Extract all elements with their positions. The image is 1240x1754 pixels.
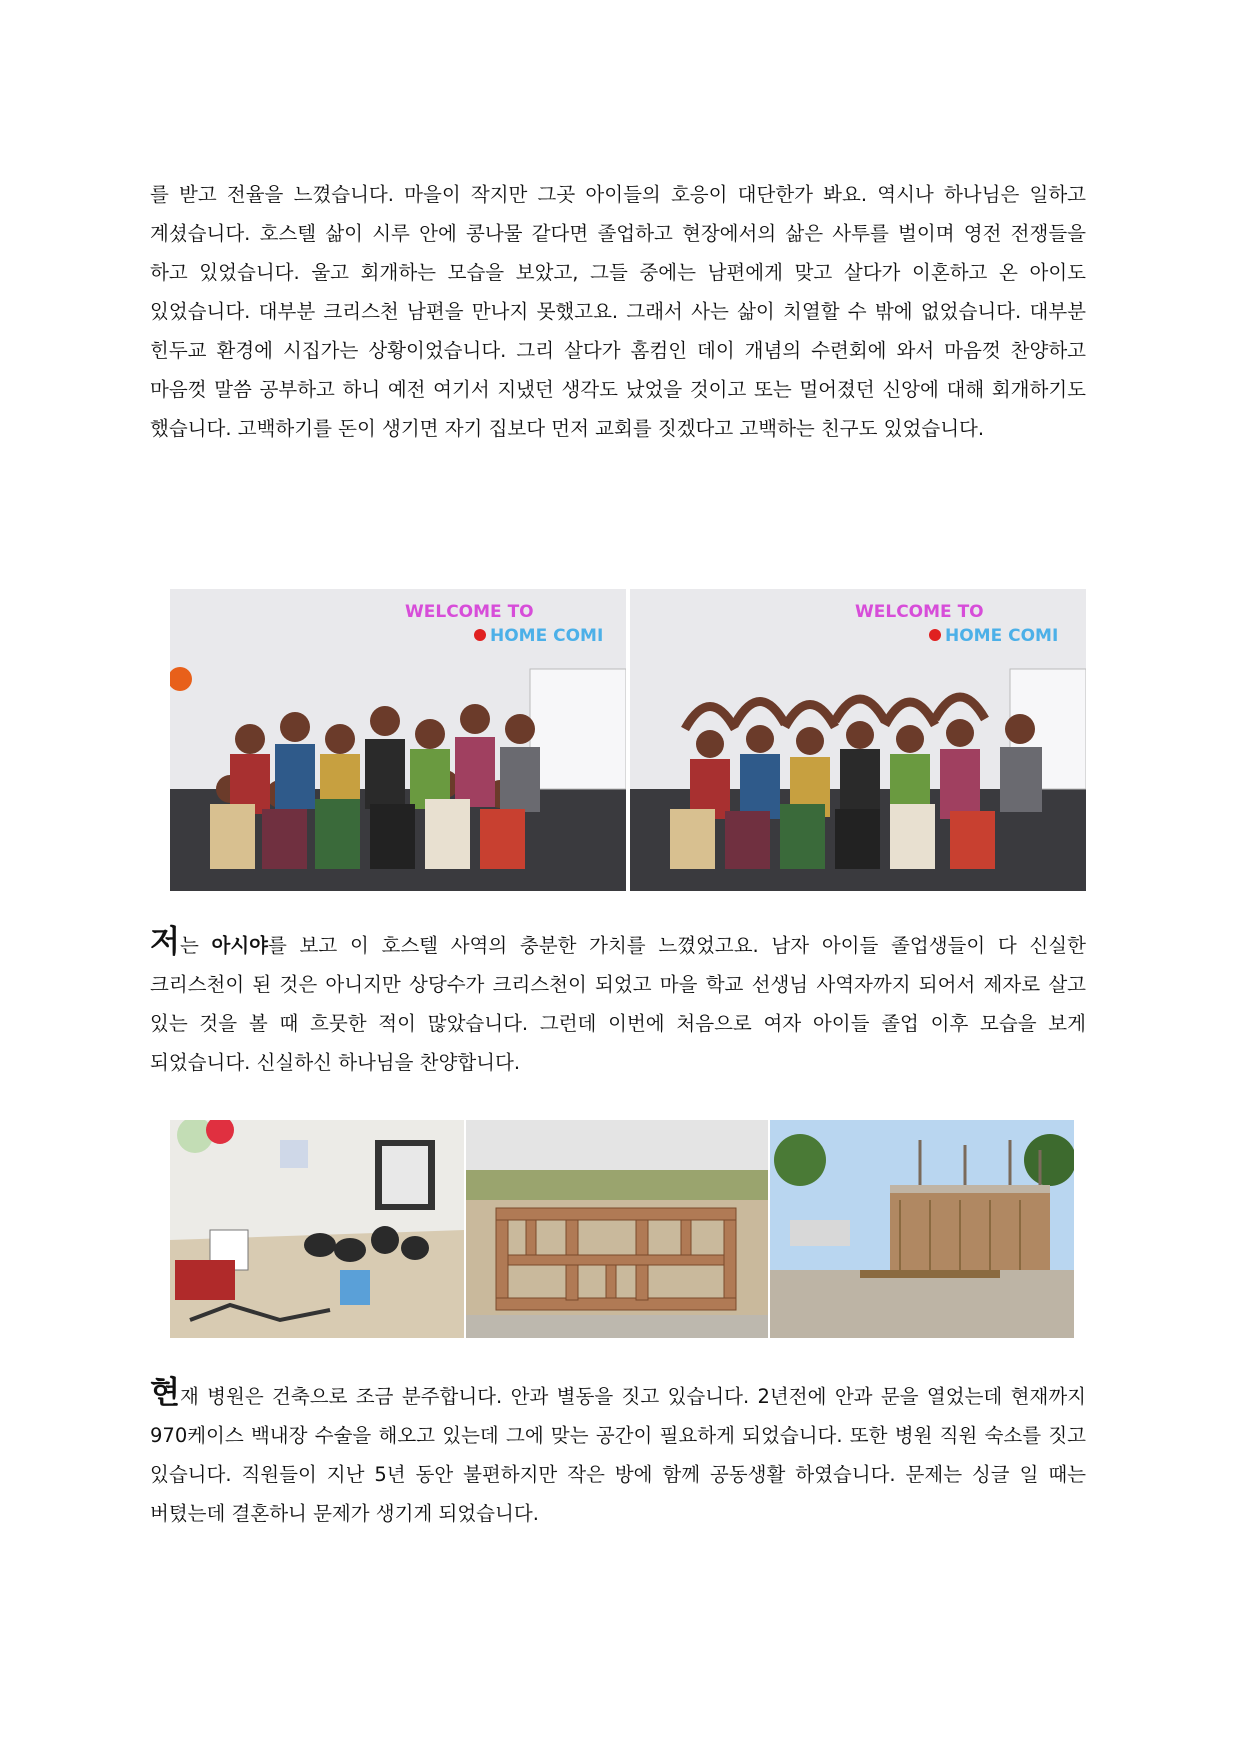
paragraph-1-text: 를 받고 전율을 느꼈습니다. 마을이 작지만 그곳 아이들의 호응이 대단한가 봐요. 역시나 하나님은 일하고 계셨습니다. 호스텔 삶이 시루 안에 콩나물 같다면 졸업하고 현장에서의 삶은 사투를 벌이며 영전 전쟁들을 하고 있었습니다. 울고 회개하는 모습을 보았고, 그들 중에는 남편에게 맞고 살다가 이혼하고 온 아이도 있었습니다. 대부분 크리스천 남편을 만나지 못했고요. 그래서 사는 삶이 치열할 수 밖에 없었습니다. 대부분 힌두교 환경에 시집가는 상황이었습니다. 그리 살다가 홈컴인 데이 개념의 수련회에 와서 마음껏 찬양하고 마음껏 말씀 공부하고 하니 예전 여기서 지냈던 생각도 났었을 것이고 또는 멀어졌던 신앙에 대해 회개하기도 했습니다. 고백하기를 돈이 생기면 자기 집보다 먼저 교회를 짓겠다고 고백하는 친구도 있었습니다. <box>150 183 1086 440</box>
paragraph-3 <box>150 1377 1086 1533</box>
group-photo-arms-hearts-icon <box>630 589 1086 891</box>
dropcap-3: 현 <box>150 1375 180 1411</box>
paragraph-2-part2: 를 보고 이 호스텔 사역의 충분한 가치를 느꼈었고요. 남자 아이들 졸업생들이 다 신실한 크리스천이 된 것은 아니지만 상당수가 크리스천이 되었고 마을 학교 선생님 사역자까지 되어서 제자로 살고 있는 것을 볼 때 흐뭇한 적이 많았습니다. 그런데 이번에 처음으로 여자 아이들 졸업 이후 모습을 보게 되었습니다. 신실하신 하나님을 찬양합니다. <box>150 934 1086 1074</box>
banner-text-4: HOME COMI <box>945 626 1059 646</box>
homecoming-photo-right <box>630 589 1086 891</box>
building-construction-site-icon <box>770 1120 1074 1338</box>
paragraph-2 <box>150 926 1086 1082</box>
banner-text-3: WELCOME TO <box>855 602 984 622</box>
indoor-gathering-icon <box>170 1120 464 1338</box>
brick-foundation-construction-icon <box>466 1120 768 1338</box>
dropcap-2: 저 <box>150 924 180 960</box>
paragraph-2-part1: 는 <box>179 934 212 957</box>
banner-text-1: WELCOME TO <box>405 602 534 622</box>
building-construction-photo <box>770 1120 1074 1338</box>
homecoming-photo-left <box>170 589 626 891</box>
paragraph-3-text: 재 병원은 건축으로 조금 분주합니다. 안과 별동을 짓고 있습니다. 2년전에 안과 문을 열었는데 현재까지 970케이스 백내장 수술을 해오고 있는데 그에 맞는 공간이 필요하게 되었습니다. 또한 병원 직원 숙소를 짓고 있습니다. 직원들이 지난 5년 동안 불편하지만 작은 방에 함께 공동생활 하였습니다. 문제는 싱글 일 때는 버텼는데 결혼하니 문제가 생기게 되었습니다. <box>150 1385 1086 1525</box>
banner-text-2: HOME COMI <box>490 626 604 646</box>
indoor-gathering-photo <box>170 1120 464 1338</box>
group-photo-hearts-icon <box>170 589 626 891</box>
paragraph-1 <box>150 175 1086 448</box>
brick-foundation-photo <box>466 1120 768 1338</box>
paragraph-2-bold-word: 아시야 <box>211 934 269 957</box>
